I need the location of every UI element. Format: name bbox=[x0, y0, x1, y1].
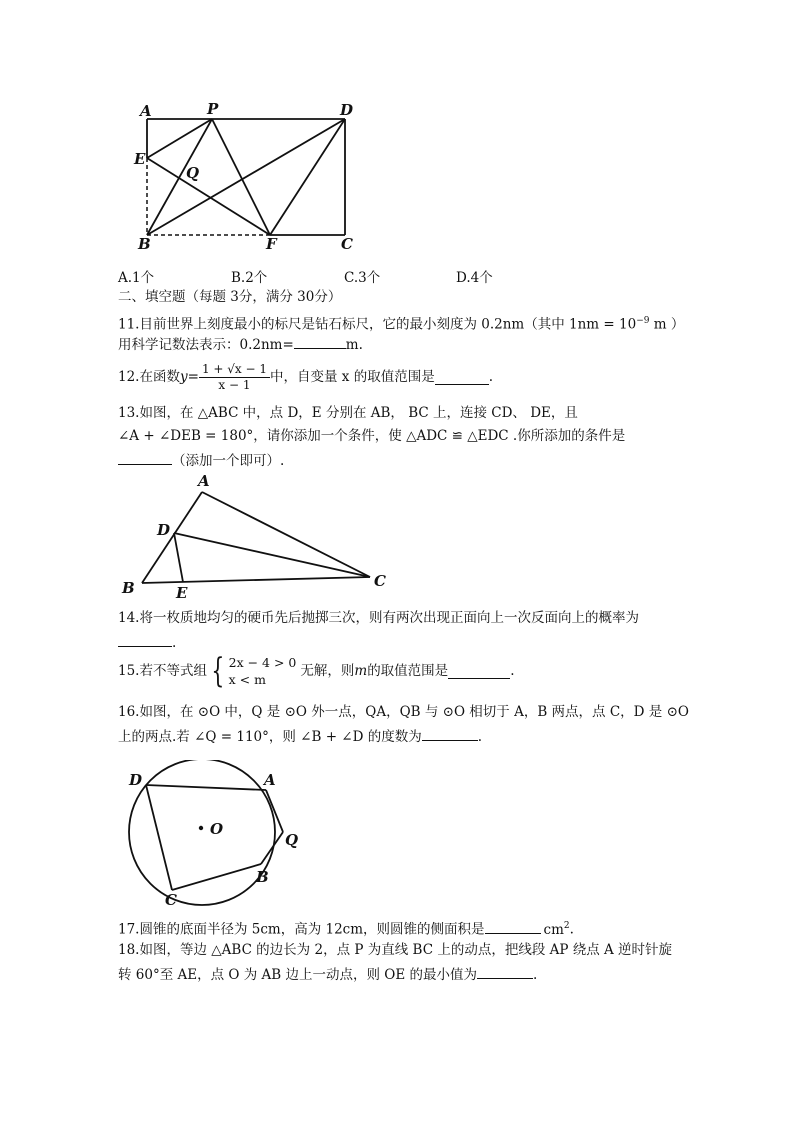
fig1-label-f: F bbox=[266, 235, 277, 253]
question-11-line2: 用科学记数法表示：0.2nm= m. bbox=[118, 334, 363, 354]
fig2-label-b: B bbox=[122, 579, 135, 597]
question-15: 15.若不等式组 { 2x − 4 > 0 x < m 无解，则 m 的取值范围是 . bbox=[118, 651, 515, 691]
figure-triangle bbox=[118, 470, 393, 600]
fig1-label-q: Q bbox=[186, 164, 200, 182]
fig3-label-c: C bbox=[165, 891, 177, 909]
answer-blank[interactable] bbox=[422, 726, 478, 741]
fig3-label-b: B bbox=[256, 868, 269, 886]
question-18-line1: 18.如图，等边 △ABC 的边长为 2，点 P 为直线 BC 上的动点，把线段 AP 绕点 A 逆时针旋 bbox=[118, 942, 673, 958]
question-12: 12.在函数 y = $\frac{1 + √x - 1}{x - 1}$ 中，自变量 x 的取值范围是 . bbox=[118, 361, 493, 392]
option-b: B.2个 bbox=[231, 270, 268, 286]
question-14-line2: . bbox=[118, 632, 176, 652]
fig2-label-e: E bbox=[176, 584, 188, 600]
fig3-label-q: Q bbox=[285, 831, 299, 849]
answer-blank[interactable] bbox=[294, 334, 346, 349]
question-16-line1: 16.如图，在 ⊙O 中，Q 是 ⊙O 外一点，QA，QB 与 ⊙O 相切于 A，B 两点，点 C，D 是 ⊙O bbox=[118, 704, 689, 720]
fig2-label-a: A bbox=[198, 472, 210, 490]
brace-symbol: { bbox=[211, 651, 225, 691]
fig1-label-d: D bbox=[340, 101, 354, 119]
figure-circle bbox=[118, 760, 318, 910]
fig2-label-c: C bbox=[374, 572, 386, 590]
answer-blank[interactable] bbox=[435, 370, 489, 385]
fraction: $\frac{1 + √x - 1}{x - 1}$ bbox=[199, 362, 270, 393]
fig3-label-d: D bbox=[129, 771, 143, 789]
question-13-line2: ∠A + ∠DEB = 180°，请你添加一个条件，使 △ADC ≌ △EDC .你所添加的条件是 bbox=[118, 428, 626, 444]
answer-blank[interactable] bbox=[118, 450, 172, 465]
option-c: C.3个 bbox=[344, 270, 381, 286]
fig1-label-e: E bbox=[134, 150, 146, 168]
fig1-label-c: C bbox=[341, 235, 353, 253]
answer-blank[interactable] bbox=[485, 919, 541, 934]
question-16-line2: 上的两点.若 ∠Q = 110°，则 ∠B + ∠D 的度数为 . bbox=[118, 726, 482, 746]
question-13-line1: 13.如图，在 △ABC 中，点 D，E 分别在 AB， BC 上，连接 CD、 DE，且 bbox=[118, 405, 578, 421]
question-11-line1: 11.目前世界上刻度最小的标尺是钻石标尺，它的最小刻度为 0.2nm（其中 $1nm = 10^{-9}$ m ） bbox=[118, 316, 685, 333]
question-13-line3: （添加一个即可）. bbox=[118, 450, 284, 470]
fig1-label-p: P bbox=[207, 100, 219, 118]
fig1-label-a: A bbox=[140, 102, 152, 120]
answer-blank[interactable] bbox=[477, 964, 533, 979]
question-17: 17.圆锥的底面半径为 5cm，高为 12cm，则圆锥的侧面积是 $cm^2$. bbox=[118, 917, 574, 939]
answer-blank[interactable] bbox=[448, 664, 510, 679]
section-title: 二、填空题（每题 3分，满分 30分） bbox=[118, 289, 342, 305]
question-14-line1: 14.将一枚质地均匀的硬币先后抛掷三次，则有两次出现正面向上一次反面向上的概率为 bbox=[118, 610, 639, 626]
option-d: D.4个 bbox=[456, 270, 493, 286]
fig1-label-b: B bbox=[138, 235, 151, 253]
figure-rectangle-star bbox=[128, 96, 368, 256]
option-a: A.1个 bbox=[118, 270, 155, 286]
fig3-label-a: A bbox=[264, 771, 276, 789]
question-18-line2: 转 60°至 AE，点 O 为 AB 边上一动点，则 OE 的最小值为 . bbox=[118, 964, 537, 984]
inequality-system: 2x − 4 > 0 x < m bbox=[228, 655, 297, 687]
fig3-label-o: O bbox=[210, 820, 224, 838]
fig2-label-d: D bbox=[157, 521, 171, 539]
answer-blank[interactable] bbox=[118, 632, 172, 647]
